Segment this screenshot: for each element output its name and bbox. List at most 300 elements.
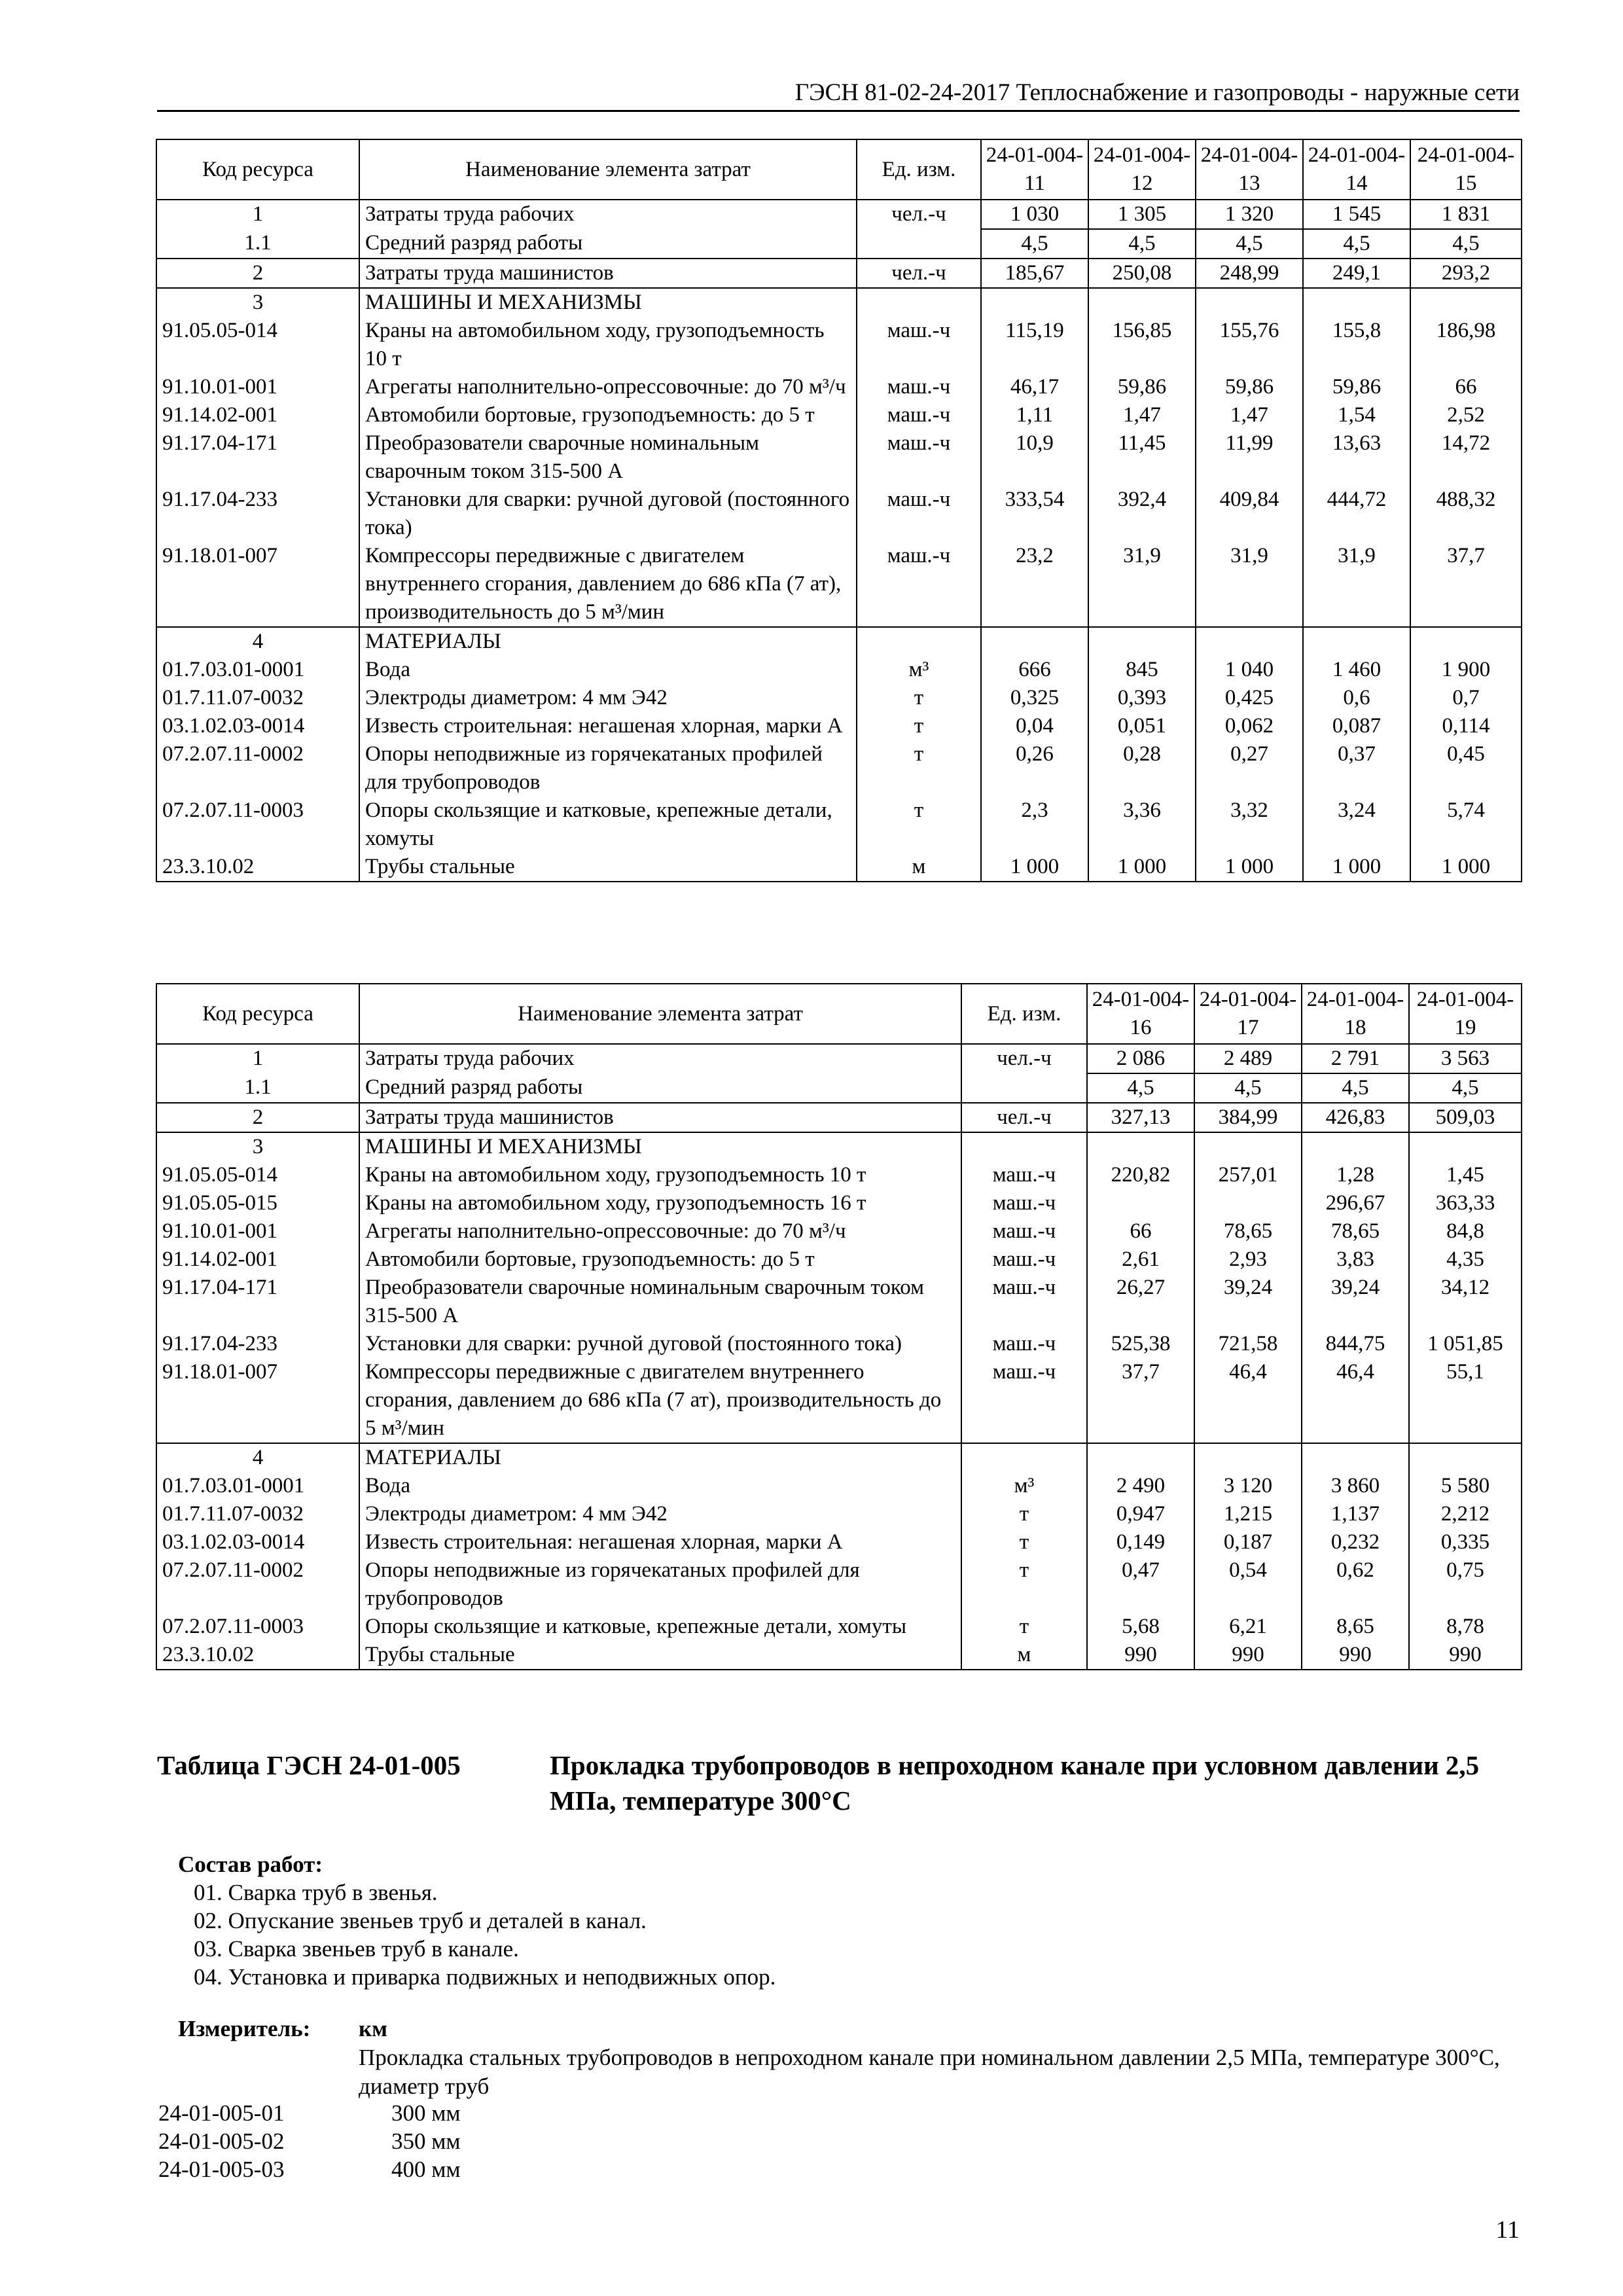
resource-unit: м <box>857 853 981 882</box>
item-code: 24-01-005-03 <box>158 2157 285 2182</box>
resource-unit: м <box>961 1641 1087 1670</box>
resource-name: Вода <box>359 656 857 684</box>
resource-code: 91.17.04-171 <box>156 1274 359 1330</box>
resource-value: 66 <box>1087 1217 1194 1246</box>
resource-value: 1 900 <box>1410 656 1522 684</box>
resource-value: 327,13 <box>1087 1103 1194 1132</box>
table-row <box>156 1246 1522 1274</box>
resource-name: МАШИНЫ И МЕХАНИЗМЫ <box>359 1132 961 1161</box>
resource-value: 845 <box>1088 656 1196 684</box>
col-header-norm-code: 24-01-004-14 <box>1303 139 1410 200</box>
resource-value: 392,4 <box>1088 486 1196 542</box>
resource-value: 4,35 <box>1409 1246 1522 1274</box>
resource-code: 01.7.11.07-0032 <box>156 1500 359 1528</box>
table-row <box>156 259 1522 288</box>
resource-value: 488,32 <box>1410 486 1522 542</box>
resource-value: 250,08 <box>1088 259 1196 288</box>
resource-code: 07.2.07.11-0002 <box>156 740 359 797</box>
resource-value: 78,65 <box>1302 1217 1409 1246</box>
table-row <box>156 1189 1522 1217</box>
resource-code: 2 <box>156 259 359 288</box>
resource-code: 91.17.04-233 <box>156 1330 359 1358</box>
resource-code: 07.2.07.11-0002 <box>156 1556 359 1613</box>
resource-value: 59,86 <box>1088 373 1196 401</box>
resource-name: Известь строительная: негашеная хлорная, марки А <box>359 712 857 740</box>
table-row <box>156 853 1522 882</box>
table-row <box>156 1044 1522 1073</box>
resource-value: 2 490 <box>1087 1472 1194 1500</box>
resource-unit <box>857 627 981 656</box>
resource-value: 0,051 <box>1088 712 1196 740</box>
resource-value: 0,27 <box>1196 740 1303 797</box>
col-header-norm-code: 24-01-004-18 <box>1302 984 1409 1044</box>
resource-value: 2 086 <box>1087 1044 1194 1073</box>
table-header-row <box>156 984 1522 1044</box>
resource-unit: т <box>857 712 981 740</box>
item-size: 350 мм <box>391 2128 461 2154</box>
resource-value: 185,67 <box>981 259 1088 288</box>
table-header-row <box>156 139 1522 200</box>
col-header-norm-code: 24-01-004-13 <box>1196 139 1303 200</box>
resource-code: 23.3.10.02 <box>156 853 359 882</box>
resource-name: Электроды диаметром: 4 мм Э42 <box>359 684 857 712</box>
resource-unit: маш.-ч <box>961 1217 1087 1246</box>
resource-value: 8,78 <box>1409 1613 1522 1641</box>
resource-unit: чел.-ч <box>961 1044 1087 1073</box>
resource-value: 2,212 <box>1409 1500 1522 1528</box>
table-row <box>156 1443 1522 1472</box>
meter-description: Прокладка стальных трубопроводов в непроходном канале при номинальном давлении 2,5 МПа, температуре 300°С, диаметр труб <box>359 2045 1500 2099</box>
table-row <box>156 288 1522 317</box>
resource-unit: т <box>857 797 981 853</box>
resource-code: 07.2.07.11-0003 <box>156 797 359 853</box>
table-row <box>156 627 1522 656</box>
resource-value <box>1302 1132 1409 1161</box>
resource-value: 0,149 <box>1087 1528 1194 1556</box>
resource-value: 0,947 <box>1087 1500 1194 1528</box>
resource-value <box>1194 1189 1302 1217</box>
resource-value: 0,47 <box>1087 1556 1194 1613</box>
table-row <box>156 1613 1522 1641</box>
resource-unit: т <box>857 684 981 712</box>
resource-code: 91.05.05-014 <box>156 1161 359 1189</box>
resource-unit: м³ <box>857 656 981 684</box>
resource-unit: чел.-ч <box>961 1103 1087 1132</box>
resource-value: 3,32 <box>1196 797 1303 853</box>
resource-value: 4,5 <box>1196 229 1303 259</box>
resource-code: 01.7.03.01-0001 <box>156 1472 359 1500</box>
resource-value: 34,12 <box>1409 1274 1522 1330</box>
resource-value: 66 <box>1410 373 1522 401</box>
resource-name: Краны на автомобильном ходу, грузоподъемность 10 т <box>359 1161 961 1189</box>
resource-value <box>1194 1132 1302 1161</box>
resource-value: 78,65 <box>1194 1217 1302 1246</box>
resource-name: Трубы стальные <box>359 853 857 882</box>
resource-value: 0,28 <box>1088 740 1196 797</box>
resource-name: Затраты труда машинистов <box>359 259 857 288</box>
resource-value: 990 <box>1302 1641 1409 1670</box>
resource-name: Электроды диаметром: 4 мм Э42 <box>359 1500 961 1528</box>
resource-value <box>1410 627 1522 656</box>
resource-value: 0,114 <box>1410 712 1522 740</box>
table-row <box>156 684 1522 712</box>
col-header-norm-code: 24-01-004-16 <box>1087 984 1194 1044</box>
item-code: 24-01-005-02 <box>158 2128 285 2154</box>
table-row <box>156 740 1522 797</box>
table-row <box>156 1641 1522 1670</box>
col-header-unit: Ед. изм. <box>857 139 981 200</box>
resource-value: 1,47 <box>1088 401 1196 429</box>
resource-value: 1 040 <box>1196 656 1303 684</box>
table-row <box>156 542 1522 627</box>
resource-value: 990 <box>1087 1641 1194 1670</box>
table-row <box>156 797 1522 853</box>
page-header <box>157 77 1520 112</box>
resource-name: МАТЕРИАЛЫ <box>359 1443 961 1472</box>
resource-value <box>1087 1132 1194 1161</box>
item-size: 400 мм <box>391 2157 461 2182</box>
resource-code: 1.1 <box>156 1073 359 1103</box>
resource-unit: маш.-ч <box>961 1189 1087 1217</box>
resource-unit <box>961 1443 1087 1472</box>
resource-value: 1,28 <box>1302 1161 1409 1189</box>
resource-value <box>1409 1443 1522 1472</box>
resource-value: 990 <box>1194 1641 1302 1670</box>
col-header-norm-code: 24-01-004-12 <box>1088 139 1196 200</box>
resource-value: 59,86 <box>1303 373 1410 401</box>
resource-value: 3,83 <box>1302 1246 1409 1274</box>
col-header-code: Код ресурса <box>156 984 359 1044</box>
resource-name: Преобразователи сварочные номинальным сварочным током 315-500 А <box>359 1274 961 1330</box>
resource-value: 37,7 <box>1087 1358 1194 1443</box>
table-row <box>156 1217 1522 1246</box>
resource-value: 2,52 <box>1410 401 1522 429</box>
resource-value: 249,1 <box>1303 259 1410 288</box>
resource-value: 721,58 <box>1194 1330 1302 1358</box>
resource-value: 2,3 <box>981 797 1088 853</box>
resource-name: Компрессоры передвижные с двигателем внутреннего сгорания, давлением до 686 кПа (7 ат), производительность до 5 м³/мин <box>359 1358 961 1443</box>
resource-unit: маш.-ч <box>857 401 981 429</box>
resource-value: 186,98 <box>1410 317 1522 373</box>
work-item: 02. Опускание звеньев труб и деталей в канал. <box>194 1908 647 1933</box>
resource-value: 31,9 <box>1196 542 1303 627</box>
table-row <box>156 317 1522 373</box>
resource-unit: маш.-ч <box>857 542 981 627</box>
table-row <box>156 1103 1522 1132</box>
resource-name: Автомобили бортовые, грузоподъемность: до 5 т <box>359 1246 961 1274</box>
resource-value: 26,27 <box>1087 1274 1194 1330</box>
resource-value: 0,6 <box>1303 684 1410 712</box>
resource-value: 1 545 <box>1303 200 1410 229</box>
resource-value: 1,54 <box>1303 401 1410 429</box>
resource-name: Затраты труда машинистов <box>359 1103 961 1132</box>
meter-unit: км <box>359 2016 388 2041</box>
resource-code: 07.2.07.11-0003 <box>156 1613 359 1641</box>
resource-name: Опоры неподвижные из горячекатаных профилей для трубопроводов <box>359 1556 961 1613</box>
resource-value: 426,83 <box>1302 1103 1409 1132</box>
resource-code: 1 <box>156 200 359 229</box>
table-row <box>156 656 1522 684</box>
resource-value: 31,9 <box>1088 542 1196 627</box>
resource-name: Трубы стальные <box>359 1641 961 1670</box>
work-item: 03. Сварка звеньев труб в канале. <box>194 1936 519 1962</box>
resource-value: 0,26 <box>981 740 1088 797</box>
resource-value: 444,72 <box>1303 486 1410 542</box>
table-row <box>156 1073 1522 1103</box>
resource-value: 155,76 <box>1196 317 1303 373</box>
resource-value: 156,85 <box>1088 317 1196 373</box>
resource-value: 4,5 <box>1088 229 1196 259</box>
resource-value: 384,99 <box>1194 1103 1302 1132</box>
resource-value: 1 000 <box>1410 853 1522 882</box>
col-header-norm-code: 24-01-004-15 <box>1410 139 1522 200</box>
resource-code: 91.10.01-001 <box>156 1217 359 1246</box>
resource-unit: маш.-ч <box>857 429 981 486</box>
resource-value: 5,68 <box>1087 1613 1194 1641</box>
resource-name: Средний разряд работы <box>359 229 857 259</box>
resource-value <box>981 288 1088 317</box>
resource-value: 1,137 <box>1302 1500 1409 1528</box>
resource-name: Затраты труда рабочих <box>359 1044 961 1073</box>
resource-value: 2,93 <box>1194 1246 1302 1274</box>
resource-value: 3,24 <box>1303 797 1410 853</box>
resource-value: 31,9 <box>1303 542 1410 627</box>
resource-value <box>1087 1443 1194 1472</box>
resource-value: 1 000 <box>1303 853 1410 882</box>
table-tag: Таблица ГЭСН 24-01-005 <box>157 1750 461 1780</box>
resource-value: 46,17 <box>981 373 1088 401</box>
resource-name: Автомобили бортовые, грузоподъемность: до 5 т <box>359 401 857 429</box>
resource-code: 91.17.04-233 <box>156 486 359 542</box>
resource-unit: маш.-ч <box>961 1246 1087 1274</box>
resource-value: 1 460 <box>1303 656 1410 684</box>
resource-name: Известь строительная: негашеная хлорная, марки А <box>359 1528 961 1556</box>
table-row <box>156 1274 1522 1330</box>
table-body <box>156 1044 1522 1670</box>
resource-value: 296,67 <box>1302 1189 1409 1217</box>
col-header-name: Наименование элемента затрат <box>359 984 961 1044</box>
resource-name: Краны на автомобильном ходу, грузоподъемность 10 т <box>359 317 857 373</box>
resource-name: Вода <box>359 1472 961 1500</box>
table-row <box>156 229 1522 259</box>
table-row <box>156 1330 1522 1358</box>
resource-name: Краны на автомобильном ходу, грузоподъемность 16 т <box>359 1189 961 1217</box>
resource-code: 91.18.01-007 <box>156 542 359 627</box>
resource-unit: маш.-ч <box>961 1330 1087 1358</box>
resource-name: МАШИНЫ И МЕХАНИЗМЫ <box>359 288 857 317</box>
resource-value: 1 305 <box>1088 200 1196 229</box>
resource-value: 0,087 <box>1303 712 1410 740</box>
resource-value: 1 000 <box>1196 853 1303 882</box>
resource-value: 4,5 <box>981 229 1088 259</box>
works-label: Состав работ: <box>178 1852 323 1877</box>
table-row <box>156 200 1522 229</box>
resource-value: 39,24 <box>1194 1274 1302 1330</box>
resource-value <box>1087 1189 1194 1217</box>
resource-value: 3,36 <box>1088 797 1196 853</box>
resource-value: 0,062 <box>1196 712 1303 740</box>
resource-value: 0,54 <box>1194 1556 1302 1613</box>
resource-unit: маш.-ч <box>857 486 981 542</box>
resource-value: 844,75 <box>1302 1330 1409 1358</box>
resource-value: 257,01 <box>1194 1161 1302 1189</box>
resource-value: 8,65 <box>1302 1613 1409 1641</box>
resource-value: 1 831 <box>1410 200 1522 229</box>
table-row <box>156 712 1522 740</box>
work-item: 01. Сварка труб в звенья. <box>194 1880 438 1905</box>
resource-value: 59,86 <box>1196 373 1303 401</box>
resource-value: 4,5 <box>1194 1073 1302 1103</box>
resource-code: 91.10.01-001 <box>156 373 359 401</box>
resource-unit: маш.-ч <box>961 1358 1087 1443</box>
resource-name: Затраты труда рабочих <box>359 200 857 229</box>
resource-value: 0,75 <box>1409 1556 1522 1613</box>
resource-name: Агрегаты наполнительно-опрессовочные: до 70 м³/ч <box>359 373 857 401</box>
resource-unit: чел.-ч <box>857 200 981 229</box>
resource-code: 23.3.10.02 <box>156 1641 359 1670</box>
resource-name: Компрессоры передвижные с двигателем внутреннего сгорания, давлением до 686 кПа (7 ат), производительность до 5 м³/мин <box>359 542 857 627</box>
resource-unit: т <box>857 740 981 797</box>
resource-value: 525,38 <box>1087 1330 1194 1358</box>
resource-code: 3 <box>156 288 359 317</box>
item-size: 300 мм <box>391 2100 461 2126</box>
document-title: ГЭСН 81-02-24-2017 Теплоснабжение и газопроводы - наружные сети <box>794 79 1520 106</box>
resource-value: 990 <box>1409 1641 1522 1670</box>
resource-unit <box>857 229 981 259</box>
resource-value: 0,7 <box>1410 684 1522 712</box>
resource-value: 333,54 <box>981 486 1088 542</box>
resource-unit: маш.-ч <box>961 1161 1087 1189</box>
table-row <box>156 1132 1522 1161</box>
resource-value: 46,4 <box>1194 1358 1302 1443</box>
resource-value: 13,63 <box>1303 429 1410 486</box>
resource-code: 1.1 <box>156 229 359 259</box>
table-row <box>156 486 1522 542</box>
resource-code: 4 <box>156 1443 359 1472</box>
meter-label: Измеритель: <box>178 2016 311 2041</box>
resource-value: 3 860 <box>1302 1472 1409 1500</box>
resource-value <box>1410 288 1522 317</box>
resource-name: Опоры неподвижные из горячекатаных профилей для трубопроводов <box>359 740 857 797</box>
resource-value: 55,1 <box>1409 1358 1522 1443</box>
resource-value: 0,62 <box>1302 1556 1409 1613</box>
resource-value: 4,5 <box>1409 1073 1522 1103</box>
resource-value: 2 791 <box>1302 1044 1409 1073</box>
resource-value: 6,21 <box>1194 1613 1302 1641</box>
resource-value: 0,335 <box>1409 1528 1522 1556</box>
resource-value: 1,11 <box>981 401 1088 429</box>
resource-value: 0,45 <box>1410 740 1522 797</box>
table-title: Прокладка трубопроводов в непроходном канале при условном давлении 2,5 МПа, температуре 300°С <box>550 1750 1480 1816</box>
resource-code: 03.1.02.03-0014 <box>156 712 359 740</box>
resource-unit <box>961 1073 1087 1103</box>
resource-value: 39,24 <box>1302 1274 1409 1330</box>
page-number: 11 <box>1495 2216 1520 2244</box>
resource-value <box>1409 1132 1522 1161</box>
resource-code: 4 <box>156 627 359 656</box>
work-item: 04. Установка и приварка подвижных и неподвижных опор. <box>194 1964 776 1990</box>
resource-unit: маш.-ч <box>857 373 981 401</box>
resource-value: 1,215 <box>1194 1500 1302 1528</box>
resource-unit: т <box>961 1613 1087 1641</box>
resource-table-2 <box>156 983 1522 1670</box>
resource-name: Опоры скользящие и катковые, крепежные детали, хомуты <box>359 1613 961 1641</box>
resource-value: 4,5 <box>1302 1073 1409 1103</box>
resource-value <box>1194 1443 1302 1472</box>
resource-name: Средний разряд работы <box>359 1073 961 1103</box>
resource-unit: т <box>961 1556 1087 1613</box>
table-row <box>156 1472 1522 1500</box>
resource-code: 2 <box>156 1103 359 1132</box>
table-heading <box>157 1748 1480 1816</box>
resource-value <box>1196 288 1303 317</box>
table-row <box>156 373 1522 401</box>
resource-value: 1 320 <box>1196 200 1303 229</box>
table-row <box>156 401 1522 429</box>
resource-unit: чел.-ч <box>857 259 981 288</box>
col-header-norm-code: 24-01-004-11 <box>981 139 1088 200</box>
resource-value: 363,33 <box>1409 1189 1522 1217</box>
resource-value: 2,61 <box>1087 1246 1194 1274</box>
resource-code: 91.14.02-001 <box>156 401 359 429</box>
resource-unit: т <box>961 1500 1087 1528</box>
resource-value: 1 051,85 <box>1409 1330 1522 1358</box>
resource-name: Установки для сварки: ручной дуговой (постоянного тока) <box>359 486 857 542</box>
col-header-norm-code: 24-01-004-17 <box>1194 984 1302 1044</box>
resource-code: 3 <box>156 1132 359 1161</box>
item-code: 24-01-005-01 <box>158 2100 285 2126</box>
resource-value: 4,5 <box>1087 1073 1194 1103</box>
resource-unit <box>961 1132 1087 1161</box>
resource-unit: маш.-ч <box>857 317 981 373</box>
resource-unit: маш.-ч <box>961 1274 1087 1330</box>
resource-value <box>981 627 1088 656</box>
resource-value: 37,7 <box>1410 542 1522 627</box>
resource-value: 1 000 <box>1088 853 1196 882</box>
resource-value <box>1303 627 1410 656</box>
resource-value: 1 030 <box>981 200 1088 229</box>
resource-name: Опоры скользящие и катковые, крепежные детали, хомуты <box>359 797 857 853</box>
resource-value: 11,45 <box>1088 429 1196 486</box>
resource-value: 0,04 <box>981 712 1088 740</box>
resource-unit: м³ <box>961 1472 1087 1500</box>
resource-value: 14,72 <box>1410 429 1522 486</box>
resource-value: 11,99 <box>1196 429 1303 486</box>
table-row <box>156 1500 1522 1528</box>
resource-code: 01.7.03.01-0001 <box>156 656 359 684</box>
resource-value: 115,19 <box>981 317 1088 373</box>
resource-unit <box>857 288 981 317</box>
resource-value <box>1196 627 1303 656</box>
resource-value: 10,9 <box>981 429 1088 486</box>
resource-value: 248,99 <box>1196 259 1303 288</box>
resource-value: 1,45 <box>1409 1161 1522 1189</box>
table-row <box>156 1556 1522 1613</box>
resource-name: Агрегаты наполнительно-опрессовочные: до 70 м³/ч <box>359 1217 961 1246</box>
resource-value: 5 580 <box>1409 1472 1522 1500</box>
resource-value: 220,82 <box>1087 1161 1194 1189</box>
resource-value: 0,425 <box>1196 684 1303 712</box>
col-header-code: Код ресурса <box>156 139 359 200</box>
resource-code: 01.7.11.07-0032 <box>156 684 359 712</box>
resource-value: 23,2 <box>981 542 1088 627</box>
resource-value: 0,232 <box>1302 1528 1409 1556</box>
resource-code: 91.17.04-171 <box>156 429 359 486</box>
resource-value: 4,5 <box>1303 229 1410 259</box>
resource-name: Установки для сварки: ручной дуговой (постоянного тока) <box>359 1330 961 1358</box>
resource-value: 409,84 <box>1196 486 1303 542</box>
table-row <box>156 429 1522 486</box>
